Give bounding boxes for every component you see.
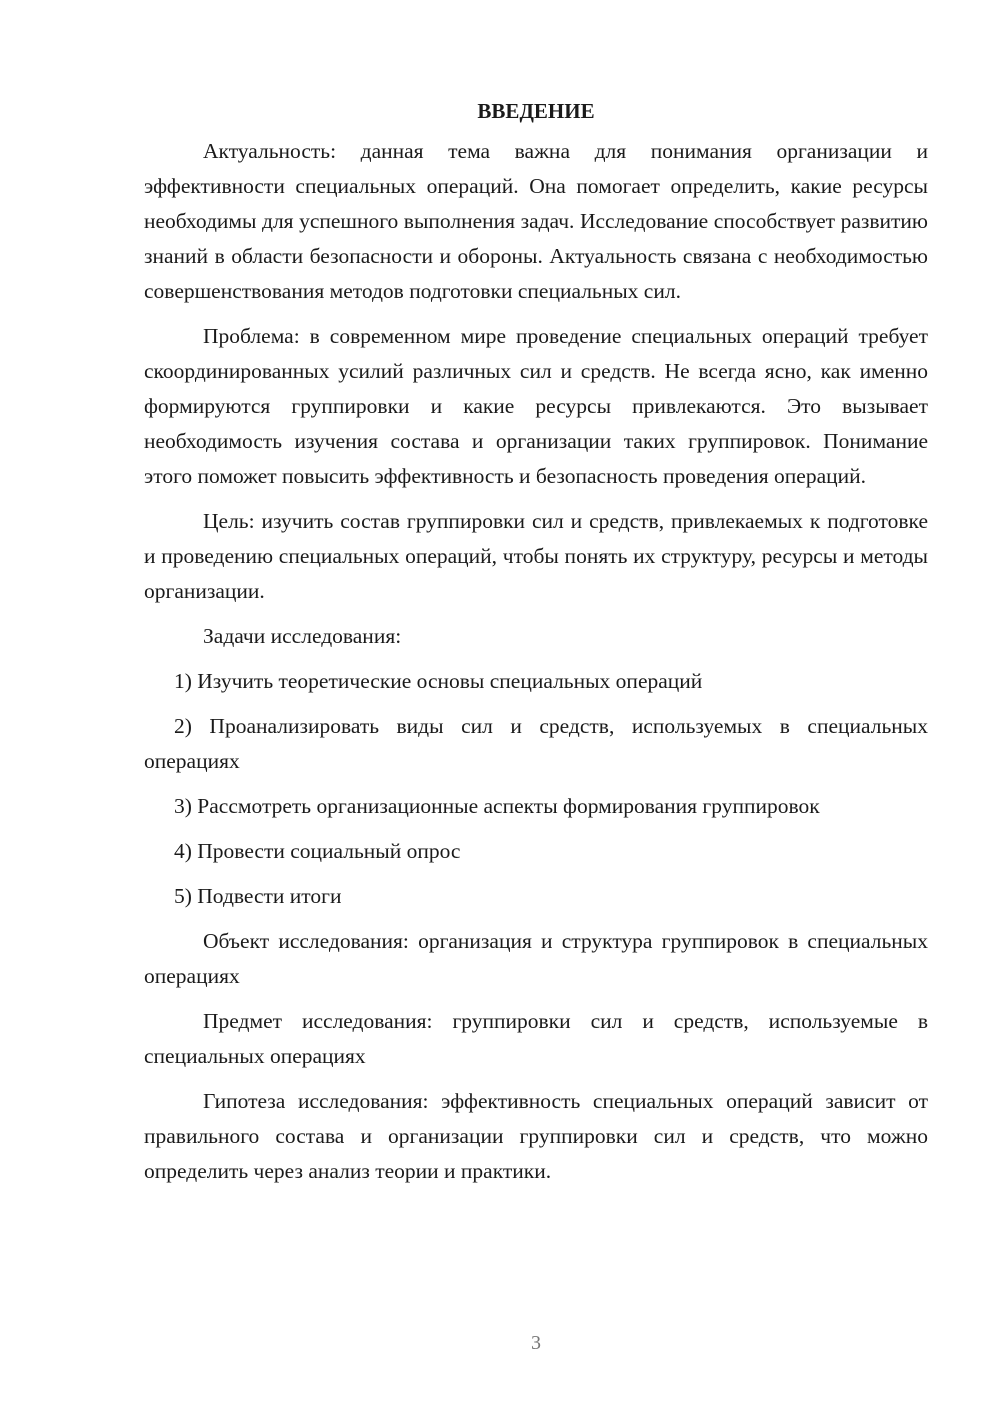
hypothesis-paragraph: Гипотеза исследования: эффективность специальных операций зависит от правильного состава и организации группировки сил и средств, что можно определить через анализ теории и практики. [144, 1089, 928, 1183]
task-item-2: 2) Проанализировать виды сил и средств, используемых в специальных операциях [144, 714, 928, 773]
task-item-3: 3) Рассмотреть организационные аспекты формирования группировок [174, 794, 820, 818]
tasks-title: Задачи исследования: [203, 624, 402, 648]
object-paragraph: Объект исследования: организация и структура группировок в специальных операциях [144, 929, 928, 988]
relevance-paragraph: Актуальность: данная тема важна для понимания организации и эффективности специальных операций. Она помогает определить, какие ресурсы необходимы для успешного выполнения задач. Исследование способствует развитию знаний в области безопасности и обороны. Актуальность связана с необходимостью совершенствования методов подготовки специальных сил. [144, 139, 928, 303]
task-item-5: 5) Подвести итоги [174, 884, 342, 908]
page-number: 3 [531, 1332, 541, 1354]
task-item-1: 1) Изучить теоретические основы специальных операций [174, 669, 703, 693]
goal-paragraph: Цель: изучить состав группировки сил и средств, привлекаемых к подготовке и проведению специальных операций, чтобы понять их структуру, ресурсы и методы организации. [144, 509, 928, 603]
document-page [144, 96, 928, 1199]
subject-paragraph: Предмет исследования: группировки сил и средств, используемые в специальных операциях [144, 1009, 928, 1068]
page-title: ВВЕДЕНИЕ [477, 99, 595, 123]
task-item-4: 4) Провести социальный опрос [174, 839, 461, 863]
problem-paragraph: Проблема: в современном мире проведение специальных операций требует скоординированных усилий различных сил и средств. Не всегда ясно, как именно формируются группировки и какие ресурсы привлекаются. Это вызывает необходимость изучения состава и организации таких группировок. Понимание этого поможет повысить эффективность и безопасность проведения операций. [144, 324, 928, 488]
